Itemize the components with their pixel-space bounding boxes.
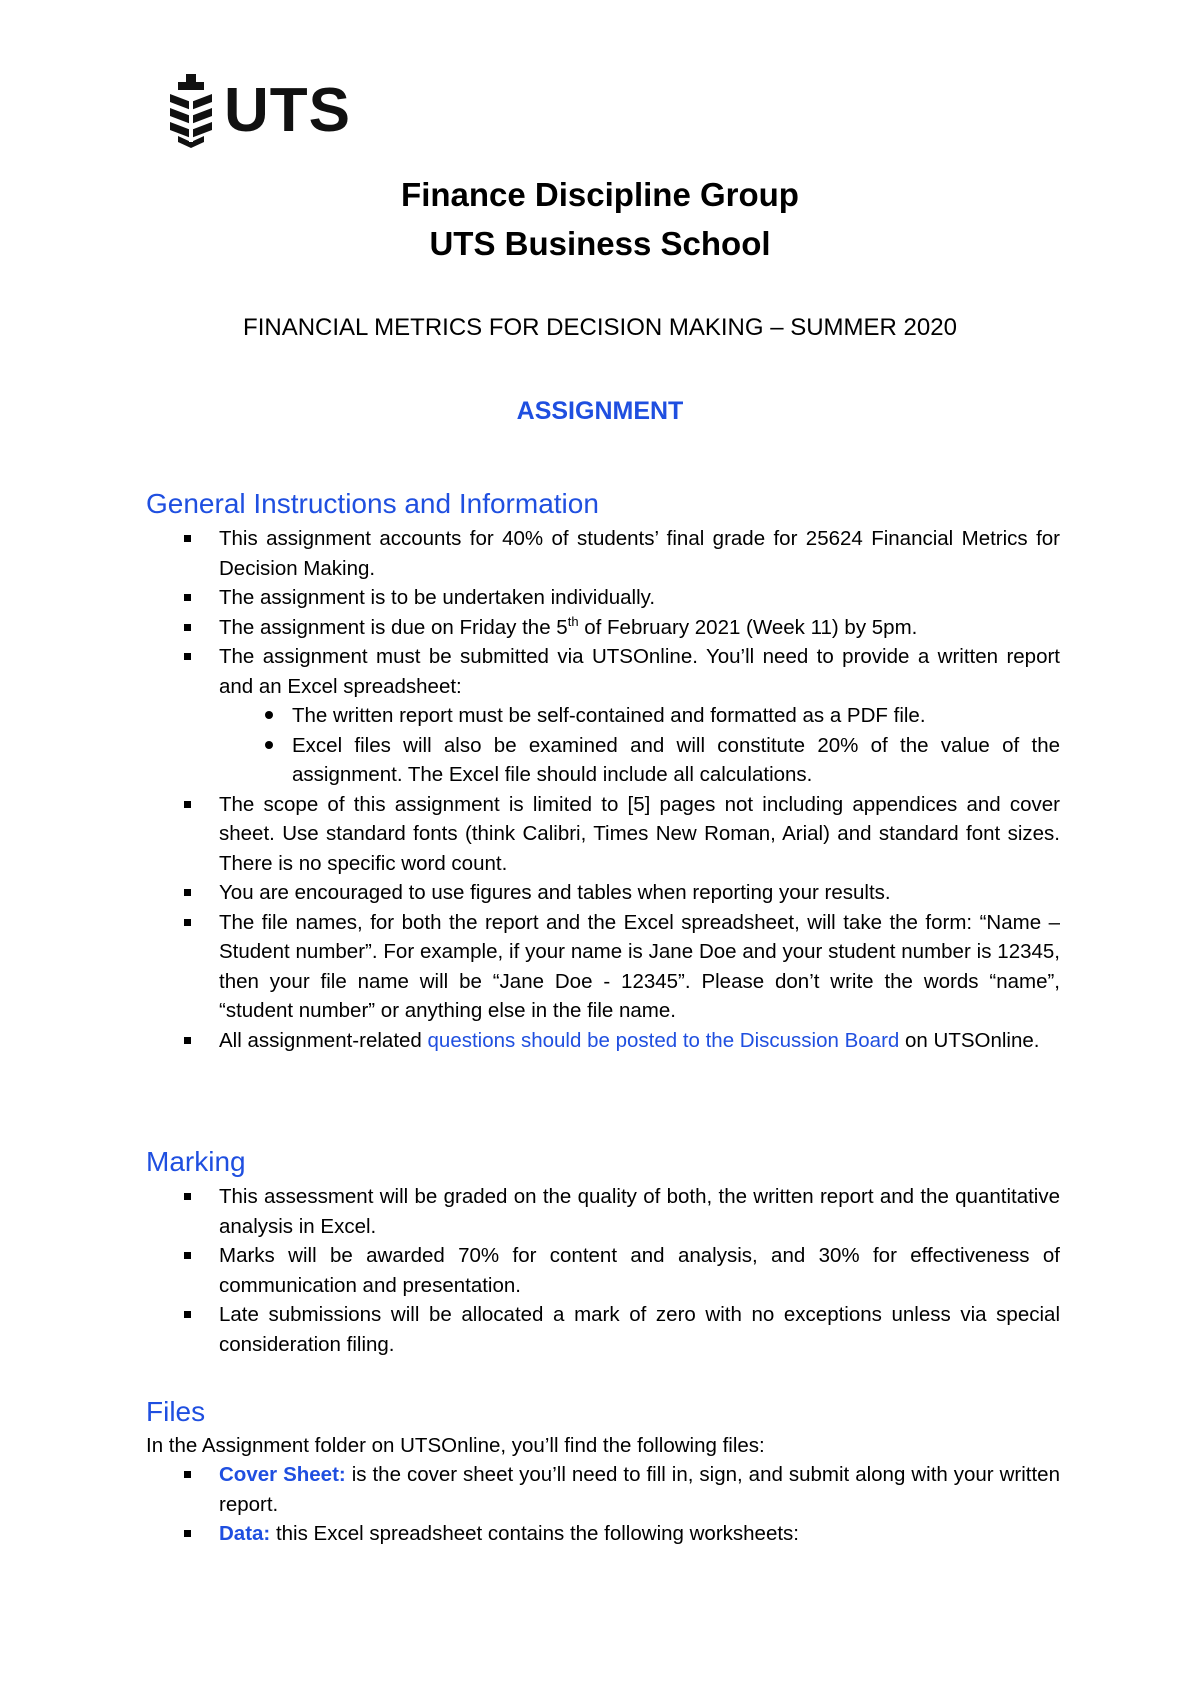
list-item	[146, 1460, 1060, 1519]
sub-list-item: Excel files will also be examined and will constitute 20% of the value of the assignment. The Excel file should include all calculations.	[146, 731, 1060, 790]
list-item: You are encouraged to use figures and tables when reporting your results.	[146, 878, 1060, 908]
ordinal-suffix: th	[567, 613, 579, 629]
list-item: Marks will be awarded 70% for content and analysis, and 30% for effectiveness of communication and presentation.	[146, 1241, 1060, 1300]
uts-logo	[168, 74, 351, 148]
page-subtitle: UTS Business School	[429, 225, 771, 262]
list-item: This assignment accounts for 40% of students’ final grade for 25624 Financial Metrics for Decision Making.	[146, 524, 1060, 583]
cover-sheet-label: Cover Sheet:	[219, 1463, 346, 1486]
list-item: Late submissions will be allocated a mark of zero with no exceptions unless via special consideration filing.	[146, 1300, 1060, 1359]
discussion-text: All assignment-related	[219, 1028, 428, 1052]
files-list	[146, 1460, 1060, 1549]
data-label: Data:	[219, 1522, 271, 1545]
course-title: FINANCIAL METRICS FOR DECISION MAKING – SUMMER 2020	[243, 314, 957, 341]
files-intro: In the Assignment folder on UTSOnline, you’ll find the following files:	[146, 1434, 765, 1457]
page-title: Finance Discipline Group	[401, 176, 799, 213]
assignment-heading: ASSIGNMENT	[516, 397, 684, 425]
marking-list	[146, 1182, 1060, 1359]
due-date-text-end: of February 2021 (Week 11) by 5pm.	[578, 615, 918, 639]
section-heading-general: General Instructions and Information	[146, 488, 599, 519]
list-item: The assignment must be submitted via UTSOnline. You’ll need to provide a written report and an Excel spreadsheet:	[146, 642, 1060, 701]
list-item: The scope of this assignment is limited to [5] pages not including appendices and cover sheet. Use standard fonts (think Calibri, Times New Roman, Arial) and standard font sizes. There is no specific word count.	[146, 790, 1060, 879]
data-text: this Excel spreadsheet contains the following worksheets:	[270, 1522, 799, 1545]
sub-list-item: The written report must be self-contained and formatted as a PDF file.	[146, 701, 1060, 731]
due-date-text: The assignment is due on Friday the 5	[219, 615, 568, 639]
list-item	[146, 1026, 1060, 1056]
section-heading-marking: Marking	[146, 1146, 246, 1177]
cover-sheet-text: is the cover sheet you’ll need to fill in, sign, and submit along with your written report.	[219, 1463, 1060, 1516]
uts-crest-icon	[168, 74, 214, 148]
discussion-board-link[interactable]: questions should be posted to the Discussion Board	[427, 1028, 900, 1052]
list-item: The assignment is to be undertaken individually.	[146, 583, 1060, 613]
section-heading-files: Files	[146, 1396, 206, 1427]
uts-wordmark: UTS	[224, 76, 351, 145]
list-item: The file names, for both the report and the Excel spreadsheet, will take the form: “Name – Student number”. For example, if your name is Jane Doe and your student number is 12345, then your file name will be “Jane Doe - 12345”. Please don’t write the words “name”, “student number” or anything else in the file name.	[146, 908, 1060, 1026]
list-item	[146, 613, 1060, 643]
list-item: This assessment will be graded on the quality of both, the written report and the quantitative analysis in Excel.	[146, 1182, 1060, 1241]
discussion-text-end: on UTSOnline.	[899, 1028, 1040, 1052]
general-instructions-list	[146, 524, 1060, 1055]
list-item	[146, 1519, 1060, 1549]
